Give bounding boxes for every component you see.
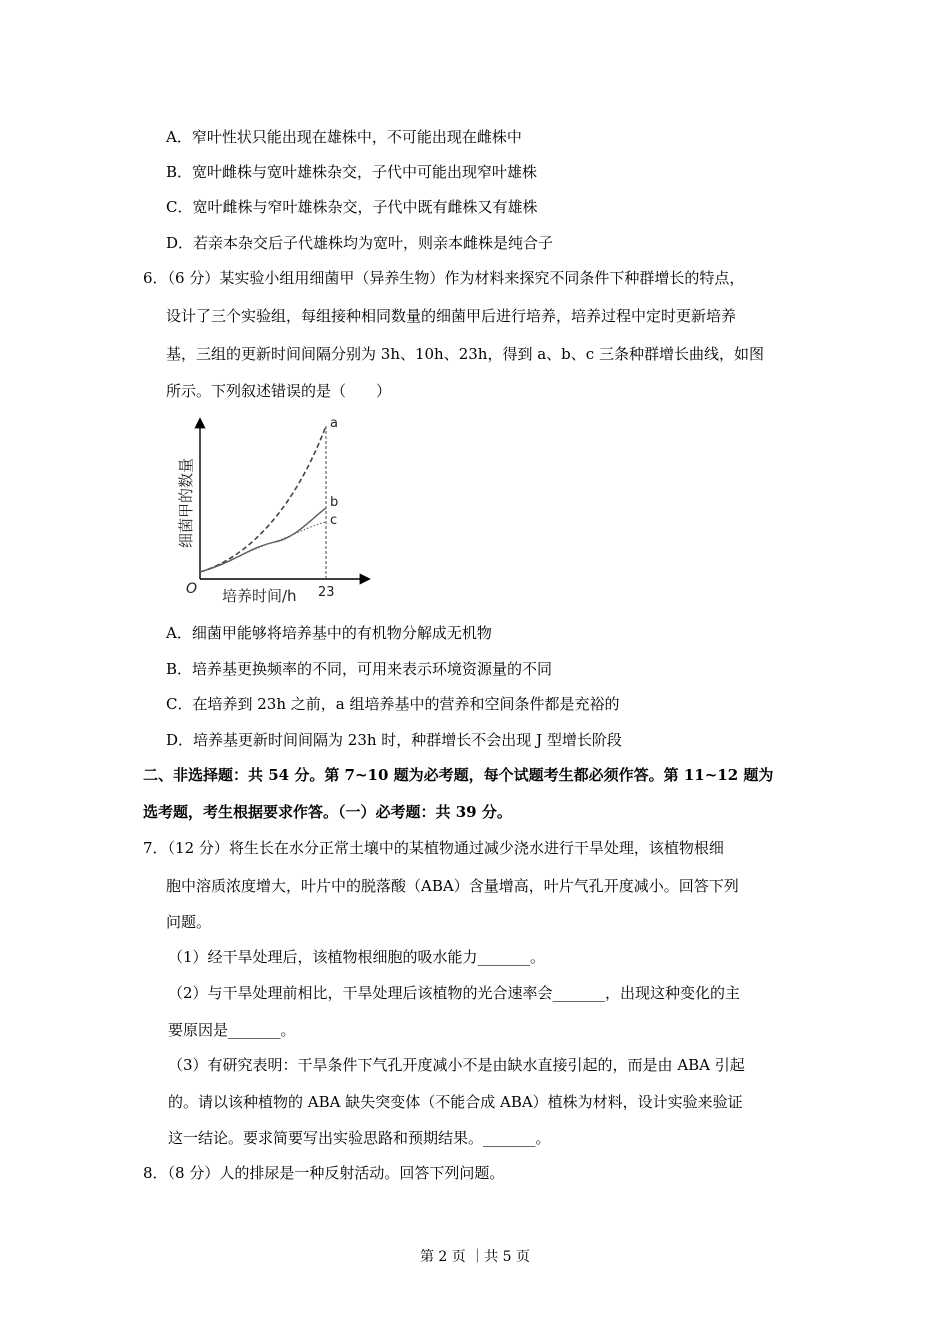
- q7-part-3-line-3: 这一结论。要求简要写出实验思路和预期结果。_______。: [168, 1129, 551, 1147]
- growth-curves-svg: [177, 412, 380, 607]
- page-footer: 第 2 页 ｜共 5 页: [419, 1249, 531, 1265]
- q8-stem-line-1: 8．（8 分）人的排尿是一种反射活动。回答下列问题。: [143, 1164, 505, 1182]
- q5-option-b: B．宽叶雌株与宽叶雄株杂交，子代中可能出现窄叶雄株: [166, 163, 538, 181]
- q6-stem-line-4: 所示。下列叙述错误的是（ ）: [166, 382, 392, 400]
- section2-heading-line-1: 二、非选择题：共 54 分。第 7~10 题为必考题，每个试题考生都必须作答。第 11~12 题为: [143, 766, 774, 784]
- y-axis-label: 细菌甲的数量: [177, 457, 195, 548]
- q6-stem-line-3: 基，三组的更新时间间隔分别为 3h、10h、23h，得到 a、b、c 三条种群增长曲线，如图: [166, 345, 764, 363]
- origin-label: O: [186, 581, 198, 597]
- curve-a: [200, 426, 326, 572]
- q7-part-1: （1）经干旱处理后，该植物根细胞的吸水能力_______。: [168, 948, 546, 966]
- q5-option-d: D．若亲本杂交后子代雄株均为宽叶，则亲本雌株是纯合子: [166, 234, 554, 252]
- q7-stem-line-2: 胞中溶质浓度增大，叶片中的脱落酸（ABA）含量增高，叶片气孔开度减小。回答下列: [166, 877, 739, 895]
- q6-stem-line-1: 6．（6 分）某实验小组用细菌甲（异养生物）作为材料来探究不同条件下种群增长的特点，: [143, 269, 745, 287]
- q6-stem-line-2: 设计了三个实验组，每组接种相同数量的细菌甲后进行培养，培养过程中定时更新培养: [166, 307, 737, 325]
- population-growth-figure: [177, 412, 380, 607]
- q7-stem-line-3: 问题。: [166, 913, 212, 931]
- curve-b-label: b: [330, 495, 339, 510]
- q6-option-d: D．培养基更新时间间隔为 23h 时，种群增长不会出现 J 型增长阶段: [166, 731, 622, 749]
- x-axis-label: 培养时间/h: [222, 587, 297, 605]
- section2-heading-line-2: 选考题，考生根据要求作答。（一）必考题：共 39 分。: [143, 803, 512, 821]
- q6-option-c: C．在培养到 23h 之前，a 组培养基中的营养和空间条件都是充裕的: [166, 695, 620, 713]
- curve-b: [200, 508, 326, 572]
- curve-c-label: c: [330, 513, 338, 528]
- x-tick-23: 23: [318, 585, 335, 600]
- q6-option-b: B．培养基更换频率的不同，可用来表示环境资源量的不同: [166, 660, 553, 678]
- q7-part-2-line-2: 要原因是_______。: [168, 1021, 296, 1039]
- q6-option-a: A．细菌甲能够将培养基中的有机物分解成无机物: [166, 624, 492, 642]
- q7-part-2-line-1: （2）与干旱处理前相比，干旱处理后该植物的光合速率会_______，出现这种变化的主: [168, 984, 741, 1002]
- q5-option-c: C．宽叶雌株与窄叶雄株杂交，子代中既有雌株又有雄株: [166, 198, 538, 216]
- q7-stem-line-1: 7．（12 分）将生长在水分正常土壤中的某植物通过减少浇水进行干旱处理，该植物根细: [143, 839, 724, 857]
- curve-a-label: a: [330, 416, 338, 431]
- q5-option-a: A．窄叶性状只能出现在雄株中，不可能出现在雌株中: [166, 128, 522, 146]
- q7-part-3-line-1: （3）有研究表明：干旱条件下气孔开度减小不是由缺水直接引起的，而是由 ABA 引起: [168, 1056, 745, 1074]
- q7-part-3-line-2: 的。请以该种植物的 ABA 缺失突变体（不能合成 ABA）植株为材料，设计实验来验证: [168, 1093, 743, 1111]
